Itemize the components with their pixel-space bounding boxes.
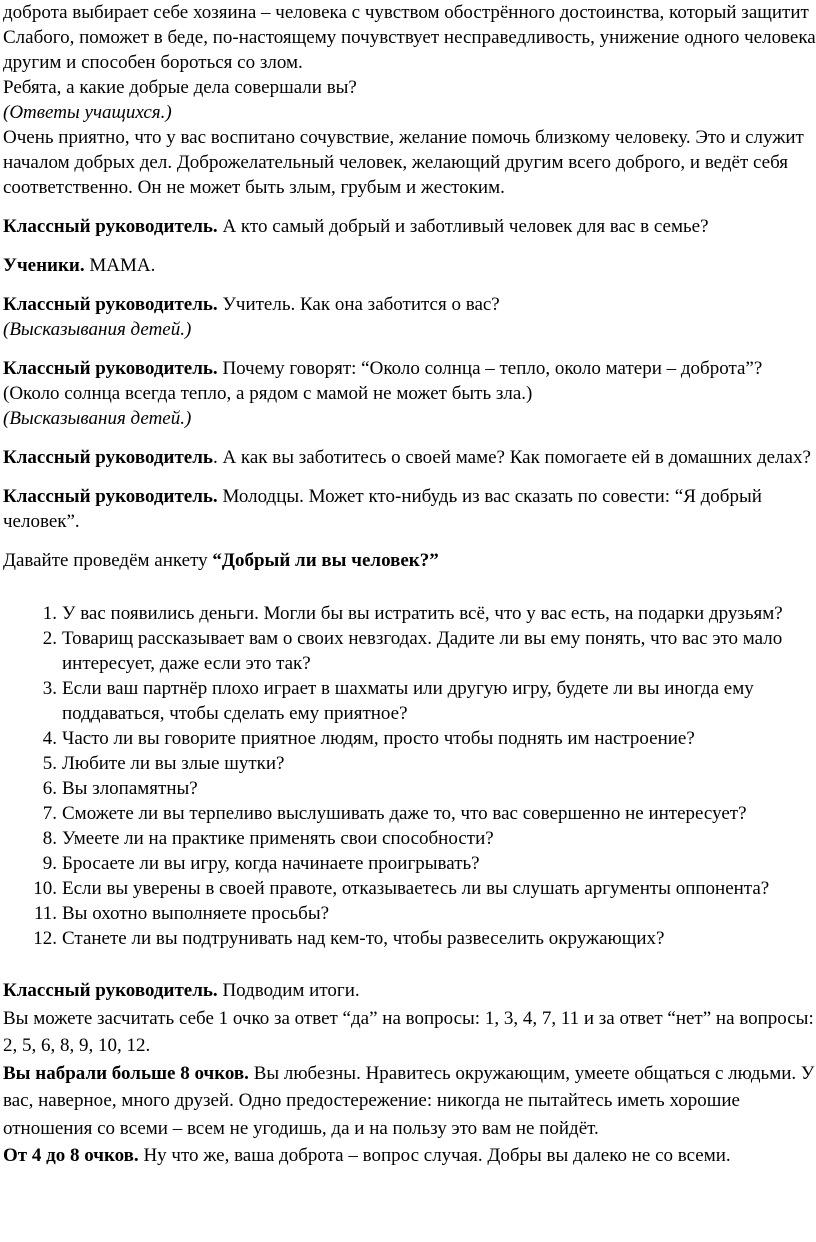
result-text: Вы любезны. Нравитесь окружающим, умеете общаться с людьми. У вас, наверное, много друзей. Одно предостережение: никогда не пытайтесь иметь хорошие отношения со всеми – всем не угодишь, да и на пользу это вам не пойдёт. [3,1062,815,1139]
children-note: (Высказывания детей.) [3,319,192,340]
intro-question: Ребята, а какие добрые дела совершали вы? [3,77,357,98]
result-high [3,1060,816,1143]
survey-intro [3,548,816,573]
line-text: А кто самый добрый и заботливый человек для вас в семье? [217,216,709,237]
line-text: Почему говорят: “Около солнца – тепло, около матери – доброта”? [217,358,763,379]
dialogue-line-1 [3,214,816,239]
dialogue-line-5 [3,445,816,470]
list-item: 9. Бросаете ли вы игру, когда начинаете проигрывать? [42,853,480,874]
list-item: 7. Сможете ли вы терпеливо выслушивать даже то, что вас совершенно не интересует? [42,803,747,824]
list-item: 5. Любите ли вы злые шутки? [42,753,285,774]
list-item: 12. Станете ли вы подтрунивать над кем-то, чтобы развеселить окружающих? [33,928,665,949]
speaker: Классный руководитель. [3,980,218,1001]
survey-title: “Добрый ли вы человек?” [212,550,439,571]
speaker: Ученики. [3,255,85,276]
line-text: Учитель. Как она заботится о вас? [217,294,500,315]
dialogue-line-6 [3,484,816,534]
dialogue-line-2 [3,253,816,278]
speaker: Классный руководитель [3,447,213,468]
result-label: От 4 до 8 очков. [3,1145,139,1166]
survey-questions [3,601,816,951]
children-note: (Высказывания детей.) [3,408,192,429]
list-item: 4. Часто ли вы говорите приятное людям, просто чтобы поднять им настроение? [42,728,695,749]
result-text: Ну что же, ваша доброта – вопрос случая. Добры вы далеко не со всеми. [138,1145,731,1166]
list-item: 3. Если ваш партнёр плохо играет в шахматы или другую игру, будете ли вы иногда ему поддаваться, чтобы сделать ему приятное? [42,678,754,724]
line-text: Подводим итоги. [217,980,360,1001]
speaker: Классный руководитель. [3,294,218,315]
list-item: 8. Умеете ли на практике применять свои способности? [42,828,494,849]
speaker: Классный руководитель. [3,358,218,379]
answers-note: (Ответы учащихся.) [3,102,172,123]
list-item: 1. У вас появились деньги. Могли бы вы истратить всё, что у вас есть, на подарки друзьям? [42,603,783,624]
list-item: 6. Вы злопамятны? [42,778,198,799]
line-text: Молодцы. Может кто-нибудь из вас сказать по совести: “Я добрый человек”. [3,486,762,532]
survey-intro-text: Давайте проведём анкету [3,550,213,571]
sympathy-paragraph: Очень приятно, что у вас воспитано сочувствие, желание помочь близкому человеку. Это и служит началом добрых дел. Доброжелательный человек, желающий другим всего доброго, и ведёт себя соответственно. Он не может быть злым, грубым и жестоким. [3,127,804,198]
line-text: МАМА. [84,255,156,276]
speaker: Классный руководитель. [3,486,218,507]
intro-paragraph: доброта выбирает себе хозяина – человека с чувством обострённого достоинства, который защитит Слабого, поможет в беде, по-настоящему почувствует несправедливость, унижение одного человека другим и способен бороться со злом. [3,2,816,73]
list-item: 11. Вы охотно выполняете просьбы? [33,903,330,924]
dialogue-line-3 [3,292,816,317]
speaker: Классный руководитель. [3,216,218,237]
list-item: 10. Если вы уверены в своей правоте, отказываетесь ли вы слушать аргументы оппонента? [33,878,770,899]
dialogue-line-4 [3,356,816,381]
proverb-explanation: (Около солнца всегда тепло, а рядом с мамой не может быть зла.) [3,383,533,404]
results-section [3,977,816,1170]
results-heading [3,977,816,1005]
scoring-rules: Вы можете засчитать себе 1 очко за ответ “да” на вопросы: 1, 3, 4, 7, 11 и за ответ “нет” на вопросы: 2, 5, 6, 8, 9, 10, 12. [3,1007,814,1056]
result-label: Вы набрали больше 8 очков. [3,1062,249,1084]
list-item: 2. Товарищ рассказывает вам о своих невзгодах. Дадите ли вы ему понять, что вас это мало интересует, даже если это так? [42,628,783,674]
result-mid [3,1142,816,1170]
line-text: . А как вы заботитесь о своей маме? Как помогаете ей в домашних делах? [212,447,811,468]
